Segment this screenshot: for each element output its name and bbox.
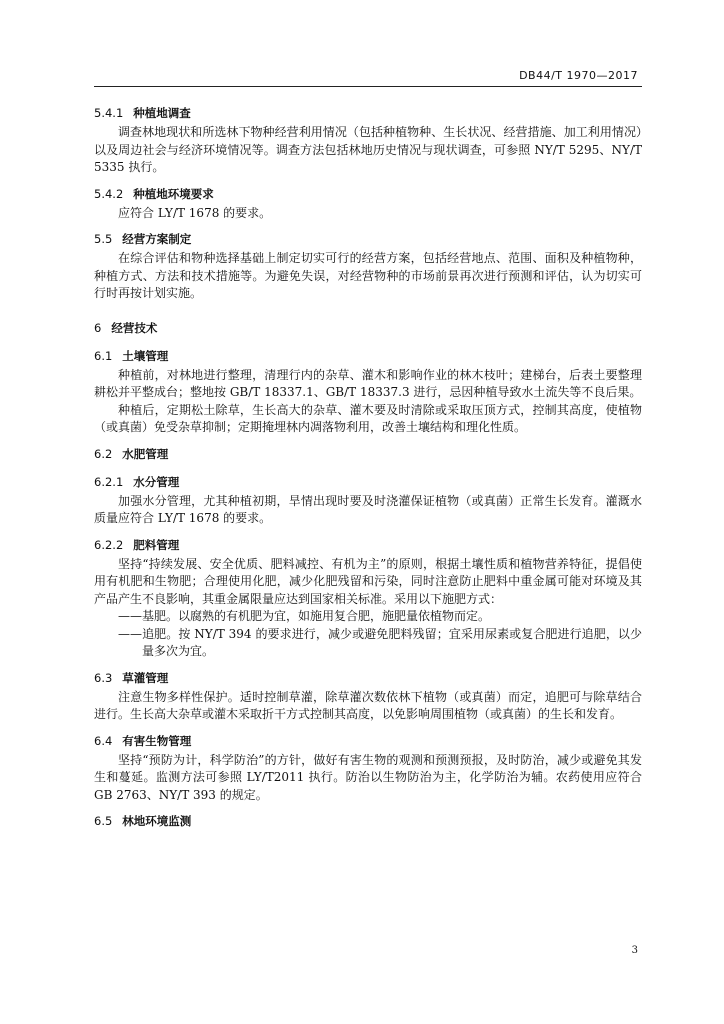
section-heading-5-4-2 [94,183,642,205]
section-heading-5-5 [94,228,642,250]
section-title: 水分管理 [133,474,180,489]
section-number: 6.1 [94,348,113,363]
standard-code: DB44/T 1970—2017 [519,69,638,82]
section-title: 种植地环境要求 [133,186,214,201]
paragraph: 在综合评估和物种选择基础上制定切实可行的经营方案，包括经营地点、范围、面积及种植物种，种植方式、方法和技术措施等。为避免失误，对经营物种的市场前景再次进行预测和评估，认为切实可行时再按计划实施。 [94,251,642,300]
section-number: 5.4.1 [94,106,124,120]
paragraph: 坚持“预防为计，科学防治”的方针，做好有害生物的观测和预测预报，及时防治，减少或避免其发生和蔓延。监测方法可参照 LY/T2011 执行。防治以生物防治为主，化学防治为辅。农药使用应符合 GB 2763、NY/T 393 的规定。 [94,752,642,802]
section-title: 草灌管理 [122,670,169,685]
section-number: 6.2.1 [94,474,124,489]
section-number: 6.2 [94,446,113,461]
document-body [94,102,642,832]
section-heading-6-3 [94,667,642,689]
section-heading-5-4-1 [94,102,642,124]
paragraph: 种植前，对林地进行整理，清理行内的杂草、灌木和影响作业的林木枝叶；建梯台，后表土要整理耕松并平整成台；整地按 GB/T 18337.1、GB/T 18337.3 进行，忌因种植导致水土流失等不良后果。 [94,367,642,399]
section-title: 林地环境监测 [122,814,192,828]
list-item-top-dressing: ——追肥。按 NY/T 394 的要求进行，减少或避免肥料残留；宜采用尿素或复合肥进行追肥，以少量多次为宜。 [118,626,642,658]
section-title: 有害生物管理 [122,733,192,748]
section-heading-6-2-2 [94,534,642,556]
section-number: 6.3 [94,670,113,685]
section-number: 6.4 [94,733,113,748]
paragraph: 应符合 LY/T 1678 的要求。 [118,205,272,220]
list-item-basal-fertilizer: ——基肥。以腐熟的有机肥为宜，如施用复合肥，施肥量依植物而定。 [118,609,491,623]
paragraph: 加强水分管理，尤其种植初期，旱情出现时要及时浇灌保证植物（或真菌）正常生长发育。灌溉水质量应符合 LY/T 1678 的要求。 [94,493,642,525]
paragraph: 注意生物多样性保护。适时控制草灌，除草灌次数依林下植物（或真菌）而定，追肥可与除草结合进行。生长高大杂草或灌木采取折干方式控制其高度，以免影响周围植物（或真菌）的生长和发育。 [94,689,642,721]
section-title: 土壤管理 [122,348,169,363]
paragraph: 坚持“持续发展、安全优质、肥料减控、有机为主”的原则，根据土壤性质和植物营养特征，提倡使用有机肥和生物肥；合理使用化肥，减少化肥残留和污染，同时注意防止肥料中重金属可能对环境及其产品产生不良影响，其重金属限量应达到国家相关标准。采用以下施肥方式： [94,556,642,606]
section-number: 6.2.2 [94,537,124,552]
paragraph: 种植后，定期松土除草，生长高大的杂草、灌木要及时清除或采取压顶方式，控制其高度，使植物（或真菌）免受杂草抑制；定期掩埋林内凋落物利用，改善土壤结构和理化性质。 [94,402,642,434]
section-title: 经营技术 [111,320,158,335]
section-heading-6-4 [94,730,642,752]
paragraph: 调查林地现状和所选林下物种经营利用情况（包括种植物种、生长状况、经营措施、加工利用情况）以及周边社会与经济环境情况等。调查方法包括林地历史情况与现状调查，可参照 NY/T 5295、NY/T 5335 执行。 [94,125,642,174]
section-number: 5.5 [94,232,113,246]
section-number: 6.5 [94,814,113,828]
section-title: 经营方案制定 [122,232,192,246]
section-title: 水肥管理 [122,446,169,461]
header-rule [94,86,642,87]
section-heading-6-1 [94,345,642,367]
section-heading-6-5 [94,810,642,832]
section-title: 肥料管理 [133,537,180,552]
section-number: 6 [94,320,102,335]
section-number: 5.4.2 [94,186,124,201]
section-heading-6-2 [94,443,642,465]
section-title: 种植地调查 [133,106,191,120]
chapter-heading-6 [94,317,642,339]
section-heading-6-2-1 [94,471,642,493]
page-number: 3 [631,945,638,956]
